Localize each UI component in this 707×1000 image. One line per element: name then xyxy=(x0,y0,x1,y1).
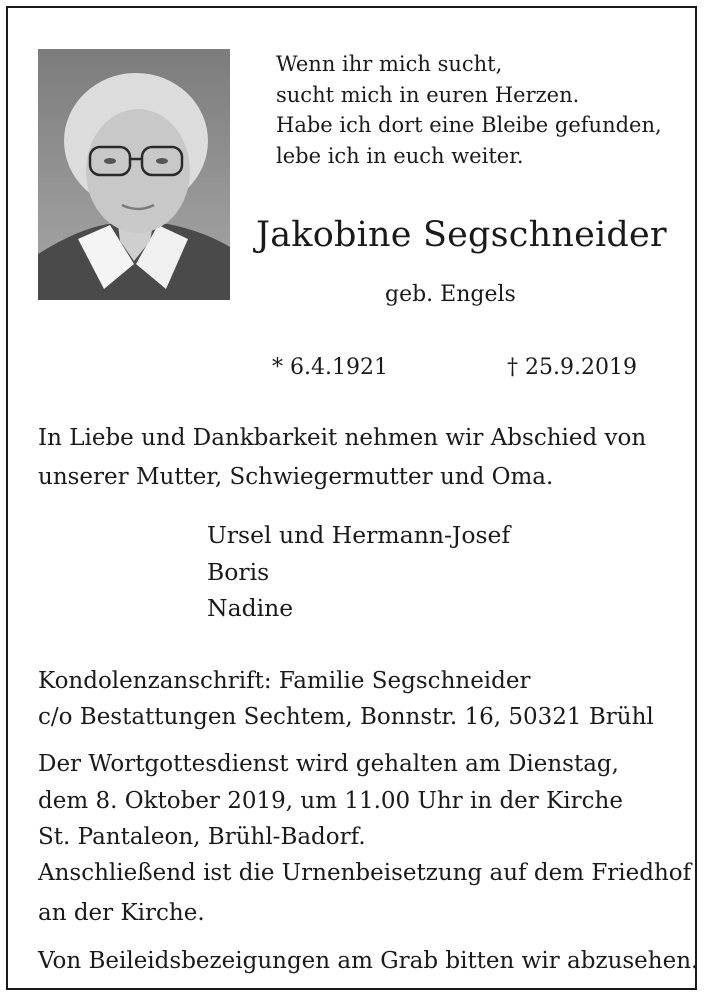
birth-name: geb. Engels xyxy=(385,282,516,307)
deceased-name: Jakobine Segschneider xyxy=(256,215,667,255)
closing-note: Von Beileidsbezeigungen am Grab bitten wir abzusehen. xyxy=(38,948,699,974)
poem-line: Habe ich dort eine Bleibe gefunden, xyxy=(276,113,662,137)
portrait-photo xyxy=(38,49,230,300)
family-member: Ursel und Hermann-Josef xyxy=(207,521,511,549)
portrait-image xyxy=(38,49,230,300)
service-line: St. Pantaleon, Brühl-Badorf. xyxy=(38,824,366,850)
farewell-line: unserer Mutter, Schwiegermutter und Oma. xyxy=(38,464,554,490)
service-line: Anschließend ist die Urnenbeisetzung auf dem Friedhof xyxy=(38,860,692,886)
service-line: an der Kirche. xyxy=(38,900,205,926)
family-member: Nadine xyxy=(207,594,294,622)
service-line: Der Wortgottesdienst wird gehalten am Dienstag, xyxy=(38,751,619,777)
poem-line: sucht mich in euren Herzen. xyxy=(276,82,580,107)
birth-date: * 6.4.1921 xyxy=(272,355,388,380)
memorial-poem xyxy=(276,49,662,171)
farewell-line: In Liebe und Dankbarkeit nehmen wir Abschied von xyxy=(38,425,647,451)
service-line: dem 8. Oktober 2019, um 11.00 Uhr in der Kirche xyxy=(38,788,623,814)
condolence-line: Kondolenzanschrift: Familie Segschneider xyxy=(38,668,531,694)
family-member: Boris xyxy=(207,557,270,586)
death-date: † 25.9.2019 xyxy=(507,355,637,380)
condolence-address: c/o Bestattungen Sechtem, Bonnstr. 16, 50321 Brühl xyxy=(38,704,654,730)
poem-line: lebe ich in euch weiter. xyxy=(276,143,524,168)
family-signatures xyxy=(207,517,510,627)
poem-line: Wenn ihr mich sucht, xyxy=(276,52,503,76)
